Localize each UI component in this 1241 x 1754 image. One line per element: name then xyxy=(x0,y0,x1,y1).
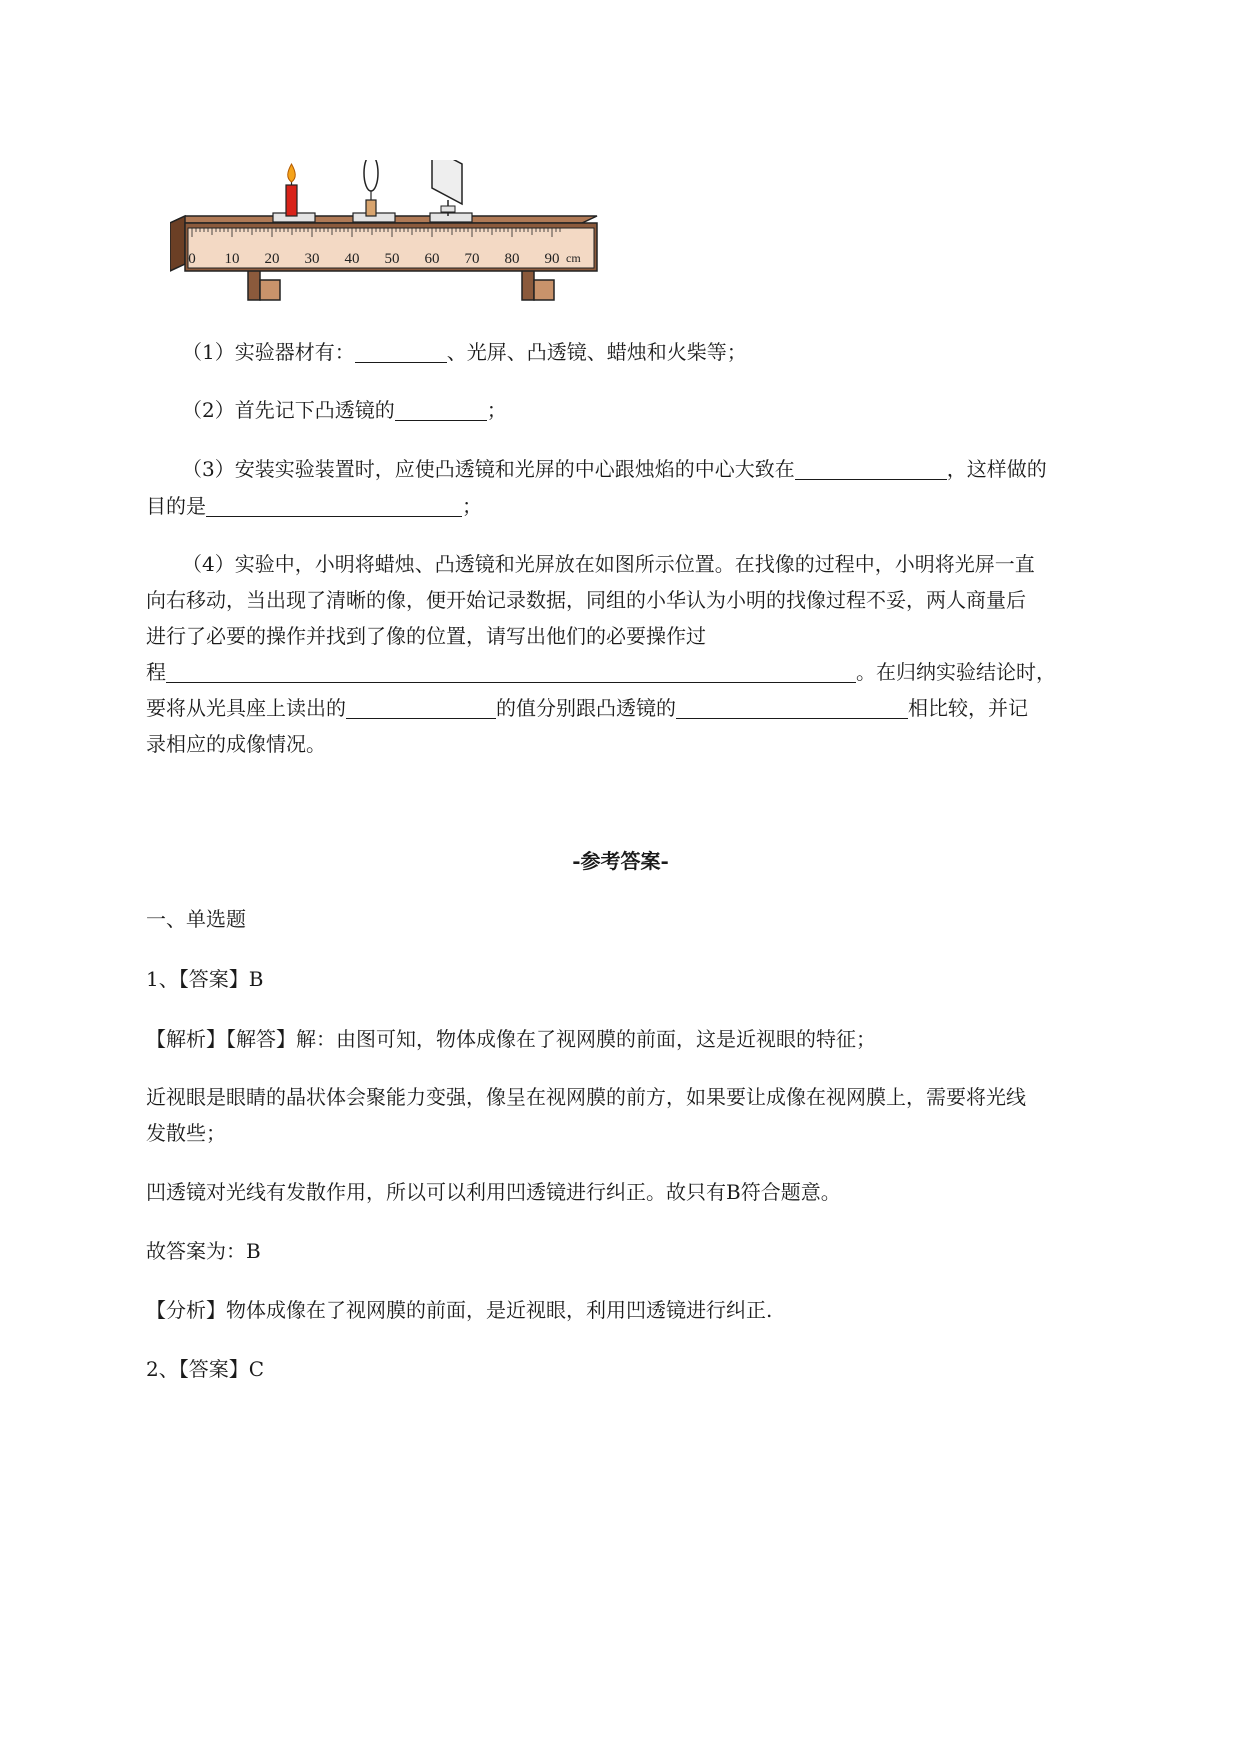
ruler-tick-label: 90 xyxy=(544,251,560,267)
flame-icon xyxy=(288,164,296,182)
question-2: （2）首先记下凸透镜的 ； xyxy=(182,398,507,422)
ruler-tick-label: 50 xyxy=(384,251,400,267)
question-3-line1: （3）安装实验装置时，应使凸透镜和光屏的中心跟烛焰的中心大致在 ，这样做的 xyxy=(182,457,1047,481)
answer-1-final: 故答案为：B xyxy=(146,1239,261,1263)
ruler-tick-label: 20 xyxy=(264,251,280,267)
answer-1-fenxi: 【分析】物体成像在了视网膜的前面，是近视眼，利用凹透镜进行纠正. xyxy=(146,1298,773,1322)
answer-1-label: 1、【答案】B xyxy=(146,967,264,991)
bench-left-leg xyxy=(248,270,260,300)
answer-1-analysis: 【解析】【解答】解：由图可知，物体成像在了视网膜的前面，这是近视眼的特征； xyxy=(146,1027,876,1051)
ruler-tick-label: 30 xyxy=(304,251,320,267)
blank-1[interactable] xyxy=(355,342,447,363)
candle-icon xyxy=(286,185,297,216)
question-4-line4: 程 。在归纳实验结论时， xyxy=(146,660,1056,684)
blank-4c[interactable] xyxy=(676,698,908,719)
ruler-tick-label: 70 xyxy=(464,251,480,267)
bench-left-foot xyxy=(260,280,280,300)
light-screen-icon xyxy=(432,160,462,204)
blank-4b[interactable] xyxy=(346,698,496,719)
question-4-line3: 进行了必要的操作并找到了像的位置，请写出他们的必要操作过 xyxy=(146,624,706,648)
answer-1-paragraph-3: 凹透镜对光线有发散作用，所以可以利用凹透镜进行纠正。故只有B符合题意。 xyxy=(146,1180,841,1204)
ruler-tick-label: 0 xyxy=(188,251,196,267)
blank-3a[interactable] xyxy=(795,459,947,480)
bench-right-foot xyxy=(534,280,554,300)
bench-end xyxy=(170,216,185,271)
blank-3b[interactable] xyxy=(206,496,462,517)
question-4-line2: 向右移动，当出现了清晰的像，便开始记录数据，同组的小华认为小明的找像过程不妥，两人商量后 xyxy=(146,588,1026,612)
section-heading: 一、单选题 xyxy=(146,907,246,931)
optical-bench-diagram xyxy=(170,160,660,335)
answers-title: -参考答案- xyxy=(572,849,669,873)
ruler-tick-label: 60 xyxy=(424,251,440,267)
question-4-line1: （4）实验中，小明将蜡烛、凸透镜和光屏放在如图所示位置。在找像的过程中，小明将光屏一直 xyxy=(182,552,1035,576)
lens-post xyxy=(366,200,376,216)
answer-2-label: 2、【答案】C xyxy=(146,1357,265,1381)
question-3-line2: 目的是 ； xyxy=(146,494,482,518)
blank-2[interactable] xyxy=(395,400,487,421)
convex-lens-icon xyxy=(364,160,378,191)
answer-1-paragraph-2a: 近视眼是眼睛的晶状体会聚能力变强，像呈在视网膜的前方，如果要让成像在视网膜上，需要将光线 xyxy=(146,1085,1026,1109)
ruler-unit: cm xyxy=(566,251,581,265)
optical-bench-figure xyxy=(170,160,660,335)
question-4-line5: 要将从光具座上读出的 的值分别跟凸透镜的 相比较，并记 xyxy=(146,696,1028,720)
question-1: （1）实验器材有： 、光屏、凸透镜、蜡烛和火柴等； xyxy=(182,340,747,364)
ruler-tick-label: 80 xyxy=(504,251,520,267)
ruler-tick-label: 10 xyxy=(224,251,240,267)
bench-right-leg xyxy=(522,270,534,300)
blank-4a[interactable] xyxy=(166,662,856,683)
answer-1-paragraph-2b: 发散些； xyxy=(146,1121,226,1145)
screen-holder xyxy=(430,213,472,222)
question-4-line6: 录相应的成像情况。 xyxy=(146,732,326,756)
ruler-tick-label: 40 xyxy=(344,251,360,267)
